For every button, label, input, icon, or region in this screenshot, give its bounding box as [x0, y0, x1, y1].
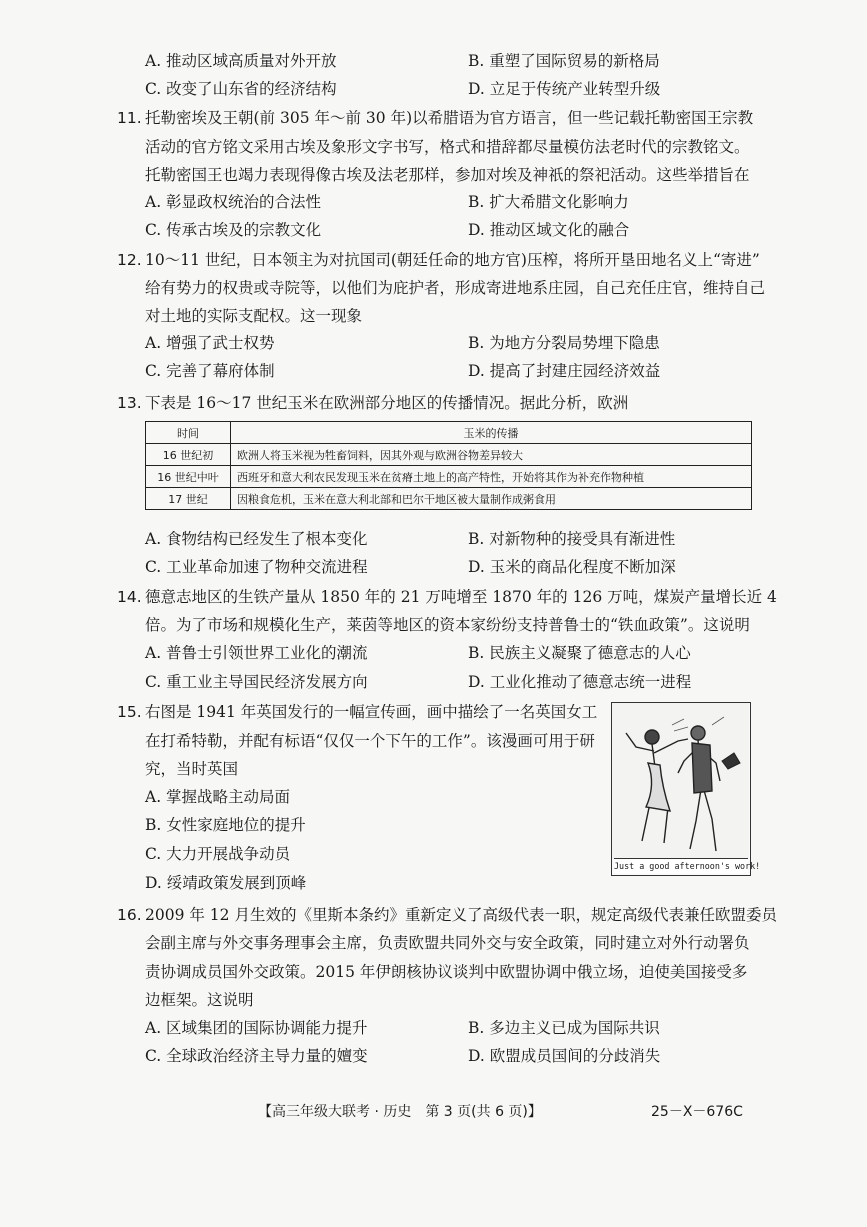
option-d: D. 立足于传统产业转型升级	[468, 80, 661, 98]
corn-spread-table	[145, 421, 752, 510]
option-d: D. 玉米的商品化程度不断加深	[468, 558, 676, 576]
option-d: D. 推动区域文化的融合	[468, 221, 630, 239]
question-stem-line: 德意志地区的生铁产量从 1850 年的 21 万吨增至 1870 年的 126 万吨，煤炭产量增长近 4	[145, 588, 777, 606]
propaganda-cartoon	[611, 702, 761, 876]
option-d: D. 提高了封建庄园经济效益	[468, 362, 661, 380]
question-stem-line: 对土地的实际支配权。这一现象	[145, 307, 363, 325]
option-c: C. 重工业主导国民经济发展方向	[145, 673, 368, 691]
cartoon-drawing	[612, 703, 749, 859]
table-cell-time: 16 世纪初	[146, 444, 231, 466]
question-stem-line: 在打希特勒，并配有标语“仅仅一个下午的工作”。该漫画可用于研	[145, 732, 595, 750]
option-b: B. 对新物种的接受具有渐进性	[468, 530, 676, 548]
question-number: 13.	[117, 394, 142, 412]
question-stem-line: 倍。为了市场和规模化生产，莱茵等地区的资本家纷纷支持普鲁士的“铁血政策”。这说明	[145, 616, 750, 634]
option-c: C. 工业革命加速了物种交流进程	[145, 558, 368, 576]
option-c: C. 大力开展战争动员	[145, 845, 291, 863]
question-stem-line: 会副主席与外交事务理事会主席，负责欧盟共同外交与安全政策，同时建立对外行动署负	[145, 934, 750, 952]
option-a: A. 普鲁士引领世界工业化的潮流	[145, 644, 368, 662]
table-header-time: 时间	[146, 422, 231, 444]
question-number: 11.	[117, 109, 142, 127]
option-a: A. 彰显政权统治的合法性	[145, 193, 322, 211]
question-number: 12.	[117, 251, 142, 269]
option-b: B. 扩大希腊文化影响力	[468, 193, 629, 211]
question-stem-line: 活动的官方铭文采用古埃及象形文字书写，格式和措辞都尽量模仿法老时代的宗教铭文。	[145, 138, 750, 156]
question-stem-line: 2009 年 12 月生效的《里斯本条约》重新定义了高级代表一职，规定高级代表兼任欧盟委员	[145, 906, 777, 924]
question-stem-line: 下表是 16～17 世纪玉米在欧洲部分地区的传播情况。据此分析，欧洲	[145, 394, 629, 412]
option-a: A. 推动区域高质量对外开放	[145, 52, 337, 70]
table-cell-desc: 因粮食危机，玉米在意大利北部和巴尔干地区被大量制作成粥食用	[231, 488, 752, 510]
table-row	[146, 488, 752, 510]
option-a: A. 掌握战略主动局面	[145, 788, 291, 806]
option-b: B. 女性家庭地位的提升	[145, 816, 306, 834]
question-stem-line: 究，当时英国	[145, 760, 239, 778]
page-footer-code: 25－X－676C	[651, 1104, 743, 1120]
cartoon-caption: Just a good afternoon's work!	[614, 858, 748, 873]
option-d: D. 工业化推动了德意志统一进程	[468, 673, 692, 691]
option-a: A. 增强了武士权势	[145, 334, 275, 352]
option-c: C. 全球政治经济主导力量的嬗变	[145, 1047, 368, 1065]
option-c: C. 改变了山东省的经济结构	[145, 80, 337, 98]
question-number: 14.	[117, 588, 142, 606]
question-stem-line: 右图是 1941 年英国发行的一幅宣传画，画中描绘了一名英国女工	[145, 703, 598, 721]
question-stem-line: 责协调成员国外交政策。2015 年伊朗核协议谈判中欧盟协调中俄立场，迫使美国接受多	[145, 963, 748, 981]
table-cell-time: 17 世纪	[146, 488, 231, 510]
table-row	[146, 466, 752, 488]
option-b: B. 重塑了国际贸易的新格局	[468, 52, 660, 70]
question-stem-line: 托勒密国王也竭力表现得像古埃及法老那样，参加对埃及神祇的祭祀活动。这些举措旨在	[145, 166, 750, 184]
option-b: B. 民族主义凝聚了德意志的人心	[468, 644, 691, 662]
question-stem-line: 10～11 世纪，日本领主为对抗国司(朝廷任命的地方官)压榨，将所开垦田地名义上“寄进”	[145, 251, 760, 269]
question-number: 16.	[117, 906, 142, 924]
option-a: A. 区域集团的国际协调能力提升	[145, 1019, 368, 1037]
option-a: A. 食物结构已经发生了根本变化	[145, 530, 368, 548]
table-header-row	[146, 422, 752, 444]
table-row	[146, 444, 752, 466]
table-header-spread: 玉米的传播	[231, 422, 752, 444]
option-c: C. 传承古埃及的宗教文化	[145, 221, 322, 239]
question-stem-line: 托勒密埃及王朝(前 305 年～前 30 年)以希腊语为官方语言，但一些记载托勒密国王宗教	[145, 109, 754, 127]
question-stem-line: 给有势力的权贵或寺院等，以他们为庇护者，形成寄进地系庄园，自己充任庄官，维持自己	[145, 279, 766, 297]
option-d: D. 欧盟成员国间的分歧消失	[468, 1047, 661, 1065]
table-cell-desc: 西班牙和意大利农民发现玉米在贫瘠土地上的高产特性，开始将其作为补充作物种植	[231, 466, 752, 488]
option-d: D. 绥靖政策发展到顶峰	[145, 874, 307, 892]
option-c: C. 完善了幕府体制	[145, 362, 275, 380]
option-b: B. 为地方分裂局势埋下隐患	[468, 334, 660, 352]
question-stem-line: 边框架。这说明	[145, 991, 254, 1009]
table-cell-desc: 欧洲人将玉米视为牲畜饲料，因其外观与欧洲谷物差异较大	[231, 444, 752, 466]
table-cell-time: 16 世纪中叶	[146, 466, 231, 488]
page-footer-title: 【高三年级大联考 · 历史 第 3 页(共 6 页)】	[258, 1104, 542, 1120]
question-number: 15.	[117, 703, 142, 721]
option-b: B. 多边主义已成为国际共识	[468, 1019, 660, 1037]
